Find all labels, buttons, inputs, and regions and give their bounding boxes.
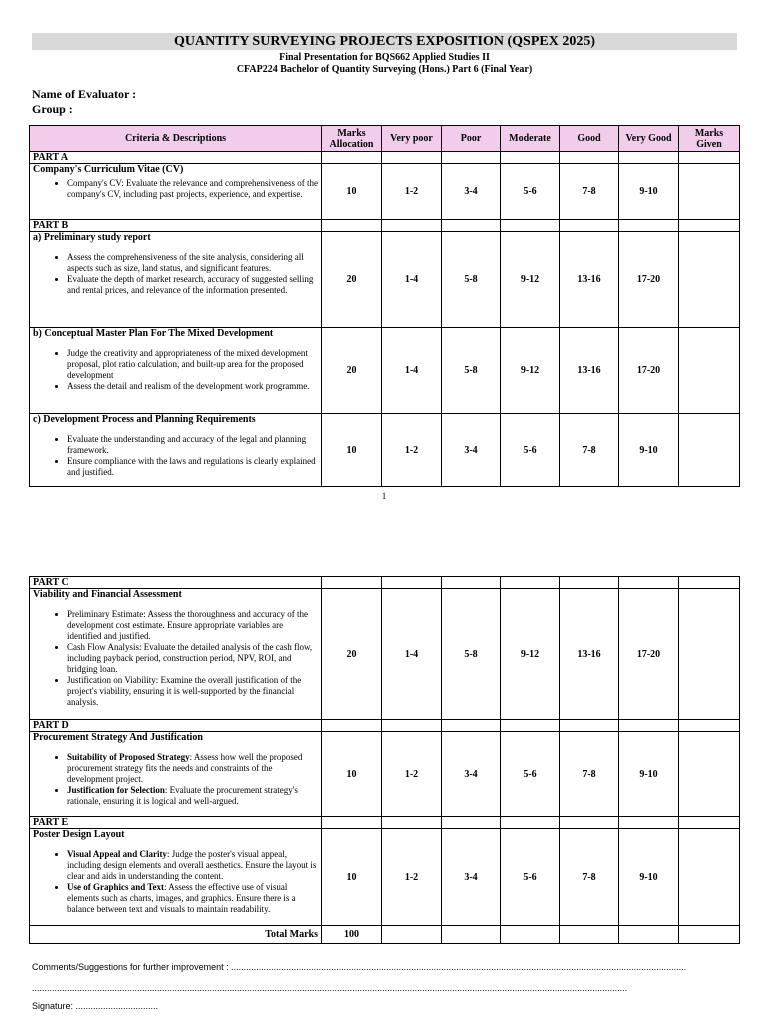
very-poor-range: 1-4	[382, 328, 442, 414]
part-d-label: PART D	[30, 720, 322, 732]
very-good-range: 17-20	[619, 328, 679, 414]
criterion-row-cv	[30, 164, 740, 220]
marks-given-cell[interactable]	[679, 164, 740, 220]
criterion-viability	[30, 589, 322, 720]
marks-allocation: 10	[322, 829, 382, 926]
page-number: 1	[381, 491, 387, 501]
criterion-poster-design	[30, 829, 322, 926]
rubric-table-page-2	[29, 576, 740, 944]
criterion-title: Procurement Strategy And Justification	[33, 732, 203, 743]
comments-line[interactable]: Comments/Suggestions for further improvement : ......................................................................................................................................................................................	[32, 962, 687, 972]
criterion-master-plan	[30, 328, 322, 414]
criterion-bullet: • Assess the comprehensiveness of the site analysis, considering all aspects such as size, land status, and significant features.	[67, 252, 318, 274]
very-good-range: 9-10	[619, 164, 679, 220]
very-poor-range: 1-4	[382, 232, 442, 328]
header-marks-given: Marks Given	[679, 126, 740, 152]
part-d-row	[30, 720, 740, 732]
moderate-range: 5-6	[501, 164, 560, 220]
very-good-range: 17-20	[619, 589, 679, 720]
poor-range: 3-4	[442, 414, 501, 487]
criterion-bullet: • Use of Graphics and Text: Assess the effective use of visual elements such as charts, images, and graphics. Ensure there is a balance between text and visuals to maintain readability.	[67, 882, 318, 915]
part-e-label: PART E	[30, 817, 322, 829]
moderate-range: 5-6	[501, 732, 560, 817]
very-poor-range: 1-2	[382, 732, 442, 817]
criterion-bullet: • Company's CV: Evaluate the relevance and comprehensiveness of the company's CV, including past projects, experience, and expertise.	[67, 178, 318, 200]
very-poor-range: 1-4	[382, 589, 442, 720]
good-range: 7-8	[560, 732, 619, 817]
criterion-title: Poster Design Layout	[33, 829, 125, 840]
part-b-row	[30, 220, 740, 232]
criterion-title: b) Conceptual Master Plan For The Mixed Development	[33, 328, 274, 339]
header-very-poor: Very poor	[382, 126, 442, 152]
marks-allocation: 20	[322, 328, 382, 414]
poor-range: 5-8	[442, 589, 501, 720]
evaluator-name-label: Name of Evaluator :	[32, 87, 137, 101]
criterion-bullet: • Justification for Selection: Evaluate the procurement strategy's rationale, ensuring it is logical and well-argued.	[67, 785, 318, 807]
header-moderate: Moderate	[501, 126, 560, 152]
marks-given-cell[interactable]	[679, 414, 740, 487]
header-very-good: Very Good	[619, 126, 679, 152]
criterion-bullet: • Cash Flow Analysis: Evaluate the detailed analysis of the cash flow, including payback period, construction period, NPV, ROI, and bridging loan.	[67, 642, 318, 675]
criterion-row-poster-design	[30, 829, 740, 926]
criterion-bullet: • Visual Appeal and Clarity: Judge the poster's visual appeal, including design elements and overall aesthetics. Ensure the layout is clear and aids in understanding the content.	[67, 849, 318, 882]
moderate-range: 9-12	[501, 328, 560, 414]
poor-range: 5-8	[442, 328, 501, 414]
total-marks-given-cell[interactable]	[679, 926, 740, 944]
table-header-row	[30, 126, 740, 152]
subtitle-programme: CFAP224 Bachelor of Quantity Surveying (Hons.) Part 6 (Final Year)	[236, 64, 533, 75]
marks-allocation: 10	[322, 732, 382, 817]
poor-range: 3-4	[442, 164, 501, 220]
moderate-range: 5-6	[501, 414, 560, 487]
part-b-label: PART B	[30, 220, 322, 232]
group-label: Group :	[32, 102, 73, 116]
marks-given-cell[interactable]	[679, 829, 740, 926]
criterion-bullet: • Ensure compliance with the laws and regulations is clearly explained and justified.	[67, 456, 318, 478]
marks-allocation: 10	[322, 414, 382, 487]
marks-given-cell[interactable]	[679, 732, 740, 817]
very-poor-range: 1-2	[382, 164, 442, 220]
good-range: 7-8	[560, 414, 619, 487]
criterion-development-process	[30, 414, 322, 487]
good-range: 7-8	[560, 164, 619, 220]
poor-range: 3-4	[442, 829, 501, 926]
good-range: 13-16	[560, 328, 619, 414]
total-marks-label: Total Marks	[30, 926, 322, 944]
very-good-range: 9-10	[619, 414, 679, 487]
very-good-range: 9-10	[619, 829, 679, 926]
poor-range: 3-4	[442, 732, 501, 817]
signature-line[interactable]: Signature: .................................	[32, 1001, 159, 1011]
poor-range: 5-8	[442, 232, 501, 328]
criterion-row-viability	[30, 589, 740, 720]
criterion-bullet: • Suitability of Proposed Strategy: Assess how well the proposed procurement strategy fits the needs and constraints of the development project.	[67, 752, 318, 785]
criterion-row-development-process	[30, 414, 740, 487]
very-poor-range: 1-2	[382, 829, 442, 926]
header-good: Good	[560, 126, 619, 152]
marks-allocation: 20	[322, 589, 382, 720]
total-row	[30, 926, 740, 944]
comments-continuation-line[interactable]: ..............................................................................................................................................................................................................................................	[32, 983, 628, 993]
criterion-procurement	[30, 732, 322, 817]
total-marks-value: 100	[322, 926, 382, 944]
document-title: QUANTITY SURVEYING PROJECTS EXPOSITION (QSPEX 2025)	[32, 33, 737, 50]
criterion-title: Viability and Financial Assessment	[33, 589, 182, 600]
part-c-row	[30, 577, 740, 589]
criterion-row-master-plan	[30, 328, 740, 414]
very-good-range: 9-10	[619, 732, 679, 817]
marks-given-cell[interactable]	[679, 232, 740, 328]
marks-given-cell[interactable]	[679, 328, 740, 414]
good-range: 7-8	[560, 829, 619, 926]
criterion-bullet: • Judge the creativity and appropriateness of the mixed development proposal, plot ratio calculation, and built-up area for the proposed development	[67, 348, 318, 381]
criterion-bullet: • Evaluate the understanding and accuracy of the legal and planning framework.	[67, 434, 318, 456]
criterion-preliminary-study	[30, 232, 322, 328]
header-poor: Poor	[442, 126, 501, 152]
part-c-label: PART C	[30, 577, 322, 589]
criterion-bullet: • Justification on Viability: Examine the overall justification of the project's viability, ensuring it is well-supported by the financial analysis.	[67, 675, 318, 708]
rubric-table-page-1	[29, 125, 740, 487]
header-marks-allocation: Marks Allocation	[322, 126, 382, 152]
criterion-title: c) Development Process and Planning Requirements	[33, 414, 256, 425]
part-a-row	[30, 152, 740, 164]
criterion-bullet: • Preliminary Estimate: Assess the thoroughness and accuracy of the development cost estimate. Ensure appropriate variables are identified and justified.	[67, 609, 318, 642]
criterion-row-preliminary-study	[30, 232, 740, 328]
part-a-label: PART A	[30, 152, 322, 164]
marks-given-cell[interactable]	[679, 589, 740, 720]
very-poor-range: 1-2	[382, 414, 442, 487]
criterion-cv	[30, 164, 322, 220]
marks-allocation: 10	[322, 164, 382, 220]
good-range: 13-16	[560, 589, 619, 720]
moderate-range: 5-6	[501, 829, 560, 926]
criterion-bullet: • Evaluate the depth of market research, accuracy of suggested selling and rental prices, and relevance of the information presented.	[67, 274, 318, 296]
criterion-row-procurement	[30, 732, 740, 817]
moderate-range: 9-12	[501, 232, 560, 328]
criterion-title: Company's Curriculum Vitae (CV)	[33, 164, 184, 175]
good-range: 13-16	[560, 232, 619, 328]
criterion-title: a) Preliminary study report	[33, 232, 151, 243]
very-good-range: 17-20	[619, 232, 679, 328]
criterion-bullet: • Assess the detail and realism of the development work programme.	[67, 381, 318, 392]
part-e-row	[30, 817, 740, 829]
moderate-range: 9-12	[501, 589, 560, 720]
subtitle-course: Final Presentation for BQS662 Applied Studies II	[279, 52, 490, 63]
marks-allocation: 20	[322, 232, 382, 328]
header-criteria: Criteria & Descriptions	[30, 126, 322, 152]
